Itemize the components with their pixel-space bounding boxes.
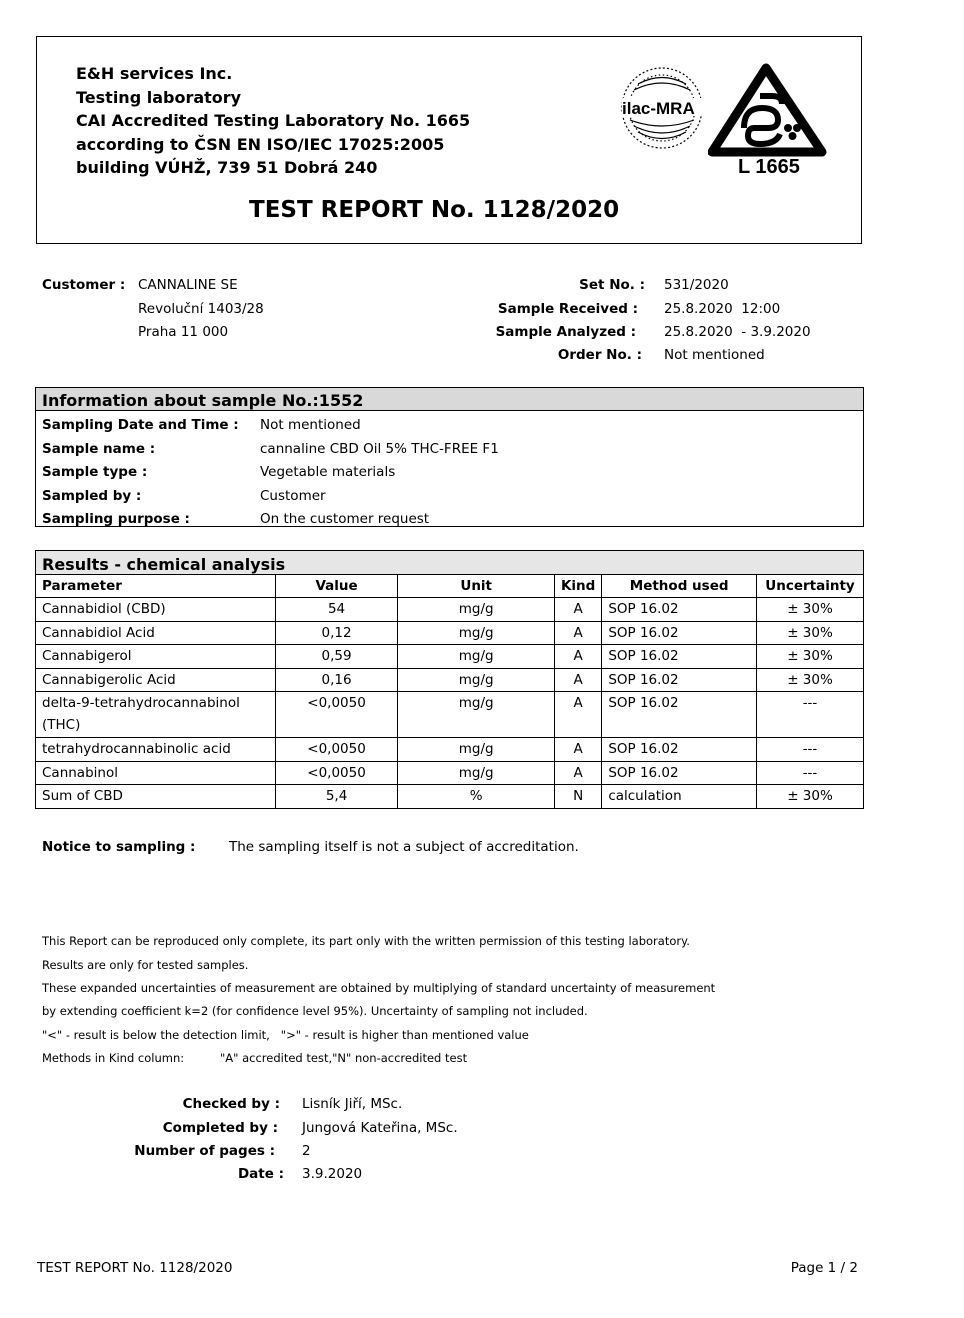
footnote-results: Results are only for tested samples. [42,958,249,972]
table-row [36,785,864,809]
notice-text: The sampling itself is not a subject of accreditation. [229,839,579,855]
cell-value: 54 [275,598,398,622]
cell-unit: mg/g [398,621,555,645]
cell-value: <0,0050 [275,761,398,785]
footer-page-number: Page 1 / 2 [790,1260,858,1276]
cell-kind: A [554,668,601,692]
cell-value: 0,16 [275,668,398,692]
cell-unit: mg/g [398,668,555,692]
checked-by-label: Checked by : [182,1096,280,1112]
customer-name: CANNALINE SE [138,277,238,293]
sampled-by-value: Customer [260,488,326,504]
customer-label: Customer : [42,277,126,293]
set-no-value: 531/2020 [664,277,729,293]
cell-method: SOP 16.02 [602,621,757,645]
cell-method: SOP 16.02 [602,761,757,785]
col-parameter: Parameter [36,575,276,598]
lab-name: E&H services Inc. [76,64,233,83]
lab-standard: according to ČSN EN ISO/IEC 17025:2005 [76,134,445,154]
cai-accreditation-logo [708,62,828,182]
cell-parameter: Cannabigerolic Acid [36,668,276,692]
sampled-by-label: Sampled by : [42,488,142,504]
cell-kind: A [554,692,601,738]
results-heading: Results - chemical analysis [42,555,286,574]
lab-accreditation: CAI Accredited Testing Laboratory No. 1665 [76,111,471,130]
footnote-uncertainty-2: by extending coefficient k=2 (for confidence level 95%). Uncertainty of sampling not included. [42,1004,588,1018]
pages-label: Number of pages : [134,1143,275,1159]
lab-type: Testing laboratory [76,87,242,107]
cell-uncertainty: ± 30% [757,645,864,669]
cell-value: <0,0050 [275,738,398,762]
cell-parameter: Cannabidiol Acid [36,621,276,645]
customer-street: Revoluční 1403/28 [138,301,264,317]
ilac-logo-text: ilac-MRA [622,99,695,118]
sample-analyzed-value: 25.8.2020 - 3.9.2020 [664,324,811,340]
cai-logo-code: L 1665 [738,156,800,178]
table-row [36,761,864,785]
sample-type-value: Vegetable materials [260,464,396,480]
footnote-uncertainty-1: These expanded uncertainties of measurement are obtained by multiplying of standard uncertainty of measurement [42,981,716,995]
cell-method: SOP 16.02 [602,692,757,738]
table-row [36,668,864,692]
cell-parameter: Sum of CBD [36,785,276,809]
cell-method: SOP 16.02 [602,598,757,622]
notice-label: Notice to sampling : [42,839,196,855]
cell-parameter: delta-9-tetrahydrocannabinol (THC) [36,692,276,738]
cell-kind: A [554,761,601,785]
checked-by-value: Lisník Jiří, MSc. [302,1096,403,1112]
results-header [35,550,864,574]
ilac-mra-logo [616,62,708,154]
pages-value: 2 [302,1143,311,1159]
completed-by-label: Completed by : [162,1120,278,1136]
cell-value: 5,4 [275,785,398,809]
cell-uncertainty: ± 30% [757,785,864,809]
cell-method: calculation [602,785,757,809]
cell-uncertainty: ± 30% [757,598,864,622]
table-row [36,598,864,622]
cell-parameter: Cannabinol [36,761,276,785]
cell-unit: % [398,785,555,809]
cell-unit: mg/g [398,692,555,738]
footnote-kind-text: "A" accredited test,"N" non-accredited test [220,1051,468,1065]
cell-method: SOP 16.02 [602,738,757,762]
customer-city: Praha 11 000 [138,324,229,340]
lab-building: building VÚHŽ, 739 51 Dobrá 240 [76,158,378,177]
sampling-date-value: Not mentioned [260,417,361,433]
cell-kind: A [554,621,601,645]
col-unit: Unit [398,575,555,598]
table-row [36,738,864,762]
cell-kind: A [554,645,601,669]
sample-info-box [35,387,864,527]
cell-kind: N [554,785,601,809]
sampling-purpose-value: On the customer request [260,511,430,527]
sample-info-heading: Information about sample No.:1552 [42,391,364,410]
order-no-value: Not mentioned [664,347,765,363]
sample-info-header [36,388,863,411]
cell-kind: A [554,598,601,622]
sample-name-label: Sample name : [42,441,156,457]
table-row [36,645,864,669]
results-table [35,574,864,809]
order-no-label: Order No. : [557,347,642,363]
footnote-reproduction: This Report can be reproduced only complete, its part only with the written permission of this testing laboratory. [42,934,690,948]
lab-address [76,62,470,180]
sampling-purpose-label: Sampling purpose : [42,511,190,527]
table-row [36,692,864,738]
cell-uncertainty: ± 30% [757,621,864,645]
cell-parameter: Cannabigerol [36,645,276,669]
sampling-date-label: Sampling Date and Time : [42,417,239,433]
footnote-limits: "<" - result is below the detection limit, ">" - result is higher than mentioned value [42,1028,529,1042]
col-value: Value [275,575,398,598]
sample-name-value: cannaline CBD Oil 5% THC-FREE F1 [260,441,499,457]
cell-uncertainty: ± 30% [757,668,864,692]
completed-by-value: Jungová Kateřina, MSc. [302,1120,458,1136]
footnote-kind-label: Methods in Kind column: [42,1051,185,1065]
sample-received-label: Sample Received : [497,301,638,317]
sample-analyzed-label: Sample Analyzed : [495,324,636,340]
sample-type-label: Sample type : [42,464,148,480]
col-method: Method used [602,575,757,598]
cell-unit: mg/g [398,598,555,622]
report-title: TEST REPORT No. 1128/2020 [249,197,620,223]
cell-kind: A [554,738,601,762]
col-uncertainty: Uncertainty [757,575,864,598]
cell-unit: mg/g [398,761,555,785]
cell-value: 0,59 [275,645,398,669]
cell-method: SOP 16.02 [602,668,757,692]
col-kind: Kind [554,575,601,598]
cell-uncertainty: --- [757,761,864,785]
sample-received-value: 25.8.2020 12:00 [664,301,781,317]
date-value: 3.9.2020 [302,1166,363,1182]
cell-value: 0,12 [275,621,398,645]
cell-uncertainty: --- [757,738,864,762]
cell-parameter: tetrahydrocannabinolic acid [36,738,276,762]
cell-method: SOP 16.02 [602,645,757,669]
results-header-row [36,575,864,598]
cell-unit: mg/g [398,645,555,669]
table-row [36,621,864,645]
cell-uncertainty: --- [757,692,864,738]
footer-report-no: TEST REPORT No. 1128/2020 [37,1260,233,1276]
set-no-label: Set No. : [579,277,645,293]
cell-parameter: Cannabidiol (CBD) [36,598,276,622]
cell-unit: mg/g [398,738,555,762]
date-label: Date : [237,1166,284,1182]
cell-value: <0,0050 [275,692,398,738]
